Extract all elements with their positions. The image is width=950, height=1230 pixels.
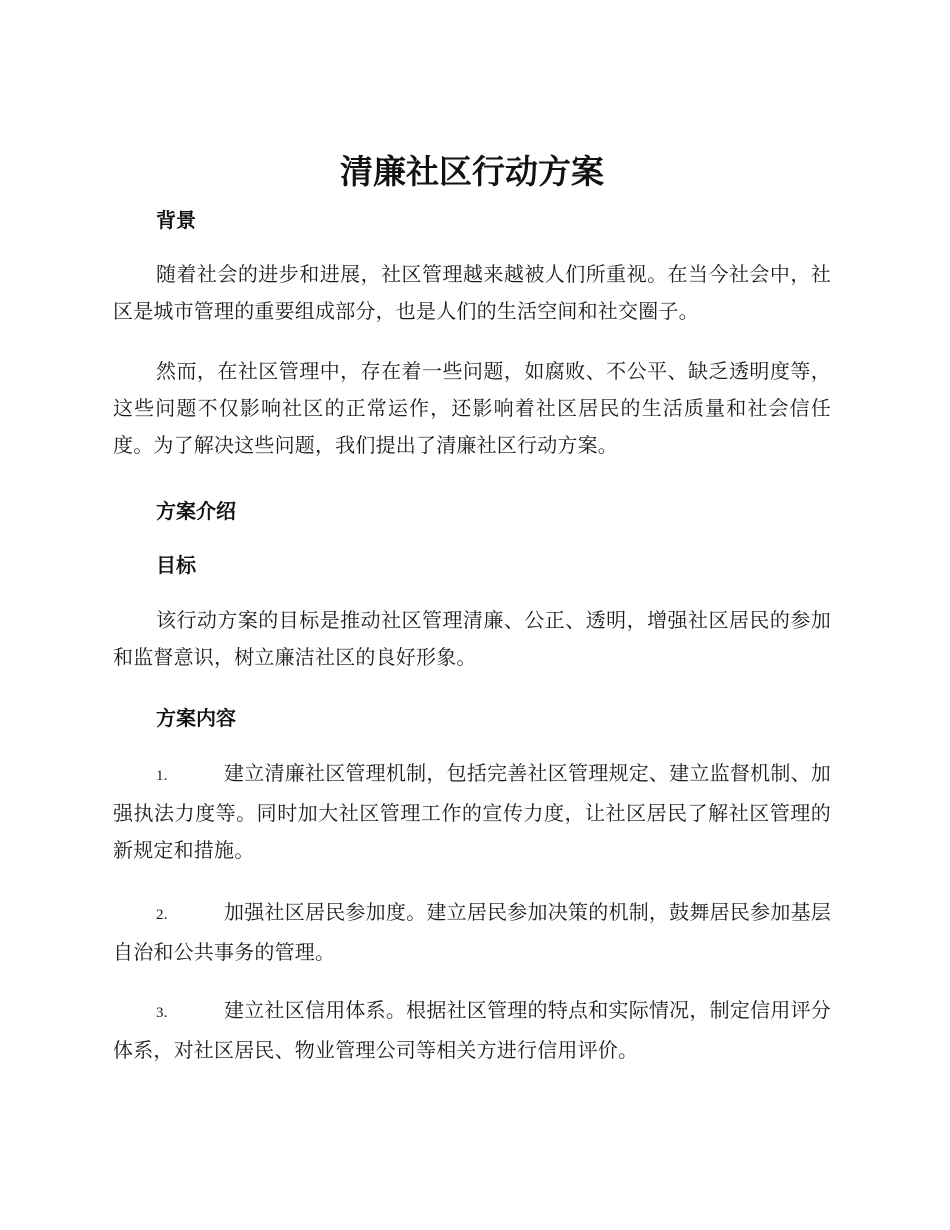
list-item bbox=[113, 894, 831, 971]
list-item bbox=[113, 992, 831, 1069]
paragraph-background-1: 随着社会的进步和进展，社区管理越来越被人们所重视。在当今社会中，社区是城市管理的重要组成部分，也是人们的生活空间和社交圈子。 bbox=[113, 262, 831, 323]
document-title: 清廉社区行动方案 bbox=[340, 152, 604, 191]
list-item-text: 建立社区信用体系。根据社区管理的特点和实际情况，制定信用评分体系，对社区居民、物业管理公司等相关方进行信用评价。 bbox=[113, 998, 831, 1062]
heading-goal: 目标 bbox=[156, 553, 196, 577]
list-item-text: 建立清廉社区管理机制，包括完善社区管理规定、建立监督机制、加强执法力度等。同时加大社区管理工作的宣传力度，让社区居民了解社区管理的新规定和措施。 bbox=[113, 761, 831, 862]
heading-plan-content: 方案内容 bbox=[156, 706, 236, 730]
list-item-number: 2. bbox=[156, 907, 168, 923]
list-item bbox=[113, 755, 831, 869]
list-item-number: 3. bbox=[156, 1005, 168, 1021]
list-item-text: 加强社区居民参加度。建立居民参加决策的机制，鼓舞居民参加基层自治和公共事务的管理。 bbox=[113, 900, 831, 964]
paragraph-goal: 该行动方案的目标是推动社区管理清廉、公正、透明，增强社区居民的参加和监督意识，树立廉洁社区的良好形象。 bbox=[113, 608, 831, 669]
heading-plan-intro: 方案介绍 bbox=[156, 499, 236, 523]
list-item-number: 1. bbox=[156, 768, 168, 784]
paragraph-background-2: 然而，在社区管理中，存在着一些问题，如腐败、不公平、缺乏透明度等，这些问题不仅影响社区的正常运作，还影响着社区居民的生活质量和社会信任度。为了解决这些问题，我们提出了清廉社区行动方案。 bbox=[113, 359, 831, 457]
heading-background: 背景 bbox=[156, 208, 196, 232]
